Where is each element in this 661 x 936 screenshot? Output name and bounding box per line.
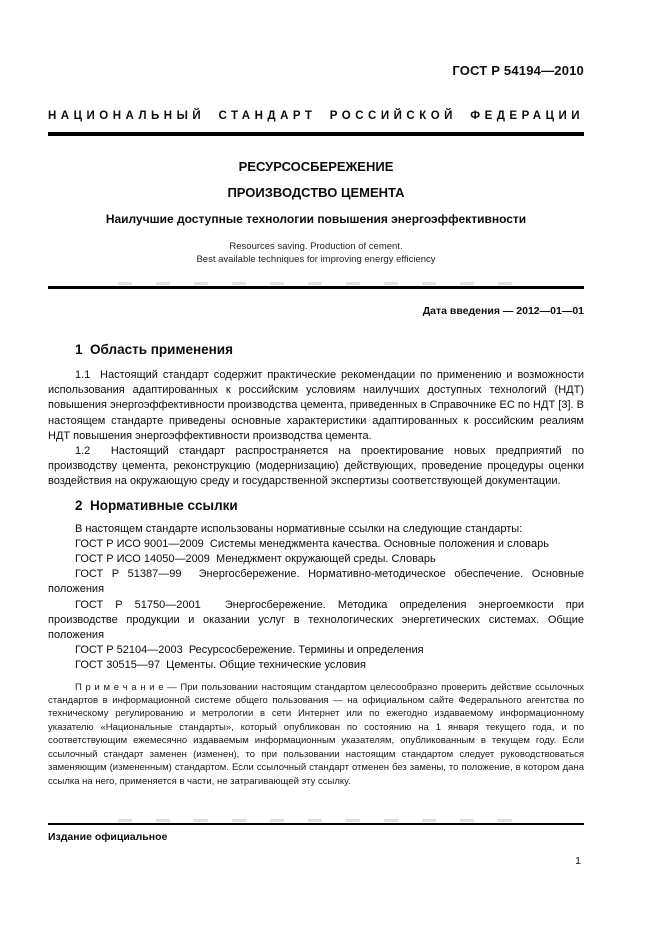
standard-title-line1: РЕСУРСОСБЕРЕЖЕНИЕ	[238, 159, 394, 174]
standard-subtitle: Наилучшие доступные технологии повышения энергоэффективности	[105, 212, 527, 226]
reference-item: ГОСТ Р ИСО 9001—2009 Системы менеджмента качества. Основные положения и словарь	[75, 537, 549, 550]
reference-item: ГОСТ Р 52104—2003 Ресурсосбережение. Термины и определения	[75, 644, 424, 657]
footer-rule	[48, 823, 584, 825]
scope-paragraph: 1.1 Настоящий стандарт содержит практические рекомендации по применению и возможности использования адаптированных к российским условиям наилучших доступных технологий (НДТ) повышения энергоэффективности производства цемента, приведенных в Справочнике ЕС по НДТ [3]. В настоящем стандарте приведены основные характеристики адаптированных к российским реалиям НДТ повышения энергоэффективности производства цемента.	[48, 369, 584, 442]
edition-label: Издание официальное	[48, 831, 168, 843]
standard-title-line2: ПРОИЗВОДСТВО ЦЕМЕНТА	[227, 185, 405, 200]
page-number: 1	[575, 855, 581, 867]
national-standard-title	[48, 109, 584, 123]
national-standard-word: ФЕДЕРАЦИИ	[470, 110, 584, 122]
scope-paragraph: 1.2 Настоящий стандарт распространяется на проектирование новых предприятий по производству цемента, реконструкцию (модернизацию) действующих, проведение процедуры оценки воздействия на окружающую среду и государственной экспертизы соответствующей документации.	[48, 445, 584, 488]
english-title-line1: Resources saving. Production of cement.	[229, 241, 403, 252]
references-intro: В настоящем стандарте использованы нормативные ссылки на следующие стандарты:	[75, 522, 523, 535]
english-title-line2: Best available techniques for improving energy efficiency	[196, 253, 436, 265]
effective-date: Дата введения — 2012—01—01	[422, 305, 584, 317]
reference-item: ГОСТ 30515—97 Цементы. Общие технические условия	[75, 659, 366, 672]
header-rule	[48, 132, 584, 136]
reference-item: ГОСТ Р 51750—2001 Энергосбережение. Методика определения энергоемкости при производстве продукции и оказании услуг в технологических энергетических системах. Общие положения	[48, 598, 584, 642]
english-title	[48, 241, 584, 266]
national-standard-word: РОССИЙСКОЙ	[329, 110, 457, 122]
national-standard-word: СТАНДАРТ	[218, 110, 317, 122]
reference-item: ГОСТ Р 51387—99 Энергосбережение. Нормативно-методическое обеспечение. Основные положения	[48, 568, 584, 596]
page-footer	[48, 819, 584, 867]
national-standard-word: НАЦИОНАЛЬНЫЙ	[48, 110, 206, 122]
section-heading-scope: 1 Область применения	[75, 342, 233, 357]
references-note: П р и м е ч а н и е — При пользовании настоящим стандартом целесообразно проверить действие ссылочных стандартов в информационной системе общего пользования — на официальном сайте Федерального агентства по техническому регулированию и метрологии в сети Интернет или по ежегодно издаваемому информационному указателю «Национальные стандарты», который опубликован по состоянию на 1 января текущего года, и по соответствующим ежемесячно издаваемым информационным указателям, опубликованным в текущем году. Если ссылочный стандарт заменен (изменен), то при пользовании настоящим стандартом следует руководствоваться заменяющим (измененным) стандартом. Если ссылочный стандарт отменен без замены, то положение, в котором дана ссылка на него, применяется в части, не затрагивающей эту ссылку.	[48, 681, 584, 787]
scan-artifact	[118, 819, 524, 822]
reference-item: ГОСТ Р ИСО 14050—2009 Менеджмент окружающей среды. Словарь	[75, 553, 436, 566]
section-heading-references: 2 Нормативные ссылки	[75, 497, 238, 513]
scan-artifact	[118, 282, 524, 285]
date-rule	[48, 286, 584, 289]
doc-number: ГОСТ Р 54194—2010	[452, 63, 584, 78]
